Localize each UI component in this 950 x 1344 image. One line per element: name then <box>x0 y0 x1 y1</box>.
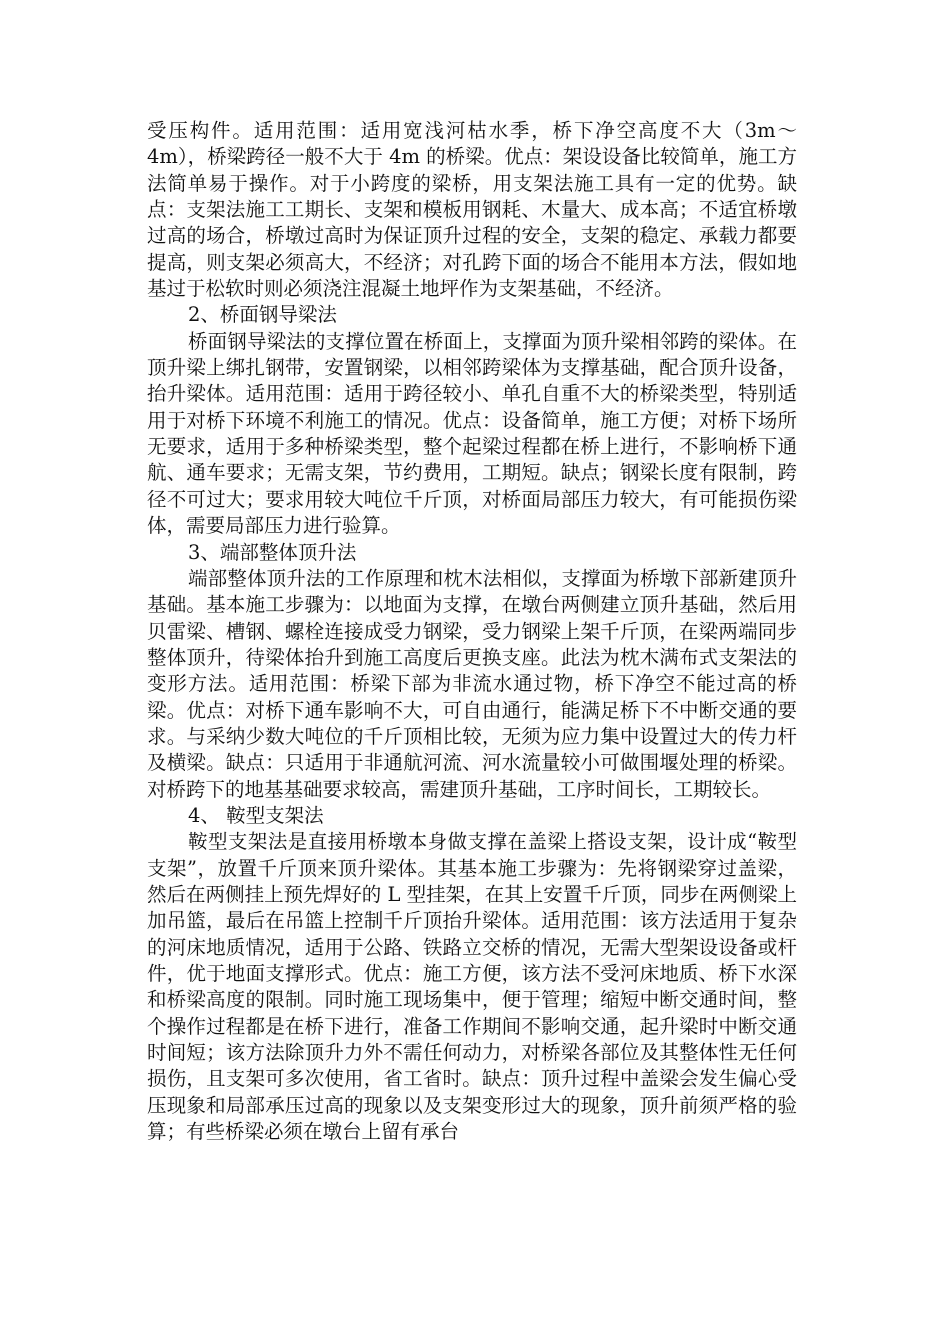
section-heading-3: 3、端部整体顶升法 <box>188 540 357 564</box>
section-heading-2: 2、桥面钢导梁法 <box>188 303 337 327</box>
section-heading-4: 4、 鞍型支架法 <box>188 803 324 827</box>
paragraph-end-jacking: 端部整体顶升法的工作原理和枕木法相似，支撑面为桥墩下部新建顶升基础。基本施工步骤为：以地面为支撑，在墩台两侧建立顶升基础，然后用贝雷梁、槽钢、螺栓连接成受力钢梁，受力钢梁上架千斤顶，在梁两端同步整体顶升，待梁体抬升到施工高度后更换支座。此法为枕木满布式支架法的变形方法。适用范围：桥梁下部为非流水通过物，桥下净空不能过高的桥梁。优点：对桥下通车影响不大，可自由通行，能满足桥下不中断交通的要求。与采纳少数大吨位的千斤顶相比较，无须为应力集中设置过大的传力杆及横梁。缺点：只适用于非通航河流、河水流量较小可做围堰处理的桥梁。对桥跨下的地基基础要求较高，需建顶升基础，工序时间长，工期较长。 <box>147 566 797 801</box>
paragraph-intro: 受压构件。适用范围：适用宽浅河枯水季，桥下净空高度不大（3m～4m），桥梁跨径一般不大于 4m 的桥梁。优点：架设设备比较简单，施工方法简单易于操作。对于小跨度的梁桥，用支架法施工具有一定的优势。缺点：支架法施工工期长、支架和模板用钢耗、木量大、成本高；不适宜桥墩过高的场合，桥墩过高时为保证顶升过程的安全，支架的稳定、承载力都要提高，则支架必须高大，不经济；对孔跨下面的场合不能用本方法，假如地基过于松软时则必须浇注混凝土地坪作为支架基础，不经济。 <box>147 119 797 301</box>
paragraph-deck-steel-guide-beam: 桥面钢导梁法的支撑位置在桥面上，支撑面为顶升梁相邻跨的梁体。在顶升梁上绑扎钢带，安置钢梁，以相邻跨梁体为支撑基础，配合顶升设备，抬升梁体。适用范围：适用于跨径较小、单孔自重不大的桥梁类型，特别适用于对桥下环境不利施工的情况。优点：设备简单，施工方便；对桥下场所无要求，适用于多种桥梁类型，整个起梁过程都在桥上进行，不影响桥下通航、通车要求；无需支架，节约费用，工期短。缺点；钢梁长度有限制，跨径不可过大；要求用较大吨位千斤顶，对桥面局部压力较大，有可能损伤梁体，需要局部压力进行验算。 <box>147 329 797 538</box>
document-page <box>147 118 797 1145</box>
paragraph-saddle-support: 鞍型支架法是直接用桥墩本身做支撑在盖梁上搭设支架，设计成“鞍型支架”，放置千斤顶来顶升梁体。其基本施工步骤为：先将钢梁穿过盖梁，然后在两侧挂上预先焊好的 L 型挂架，在其上安置千斤顶，同步在两侧梁上加吊篮，最后在吊篮上控制千斤顶抬升梁体。适用范围：该方法适用于复杂的河床地质情况，适用于公路、铁路立交桥的情况，无需大型架设设备或杆件，优于地面支撑形式。优点：施工方便，该方法不受河床地质、桥下水深和桥梁高度的限制。同时施工现场集中，便于管理；缩短中断交通时间，整个操作过程都是在桥下进行，准备工作期间不影响交通，起升梁时中断交通时间短；该方法除顶升力外不需任何动力，对桥梁各部位及其整体性无任何损伤，且支架可多次使用，省工省时。缺点：顶升过程中盖梁会发生偏心受压现象和局部承压过高的现象以及支架变形过大的现象，顶升前须严格的验算；有些桥梁必须在墩台上留有承台 <box>147 830 797 1144</box>
